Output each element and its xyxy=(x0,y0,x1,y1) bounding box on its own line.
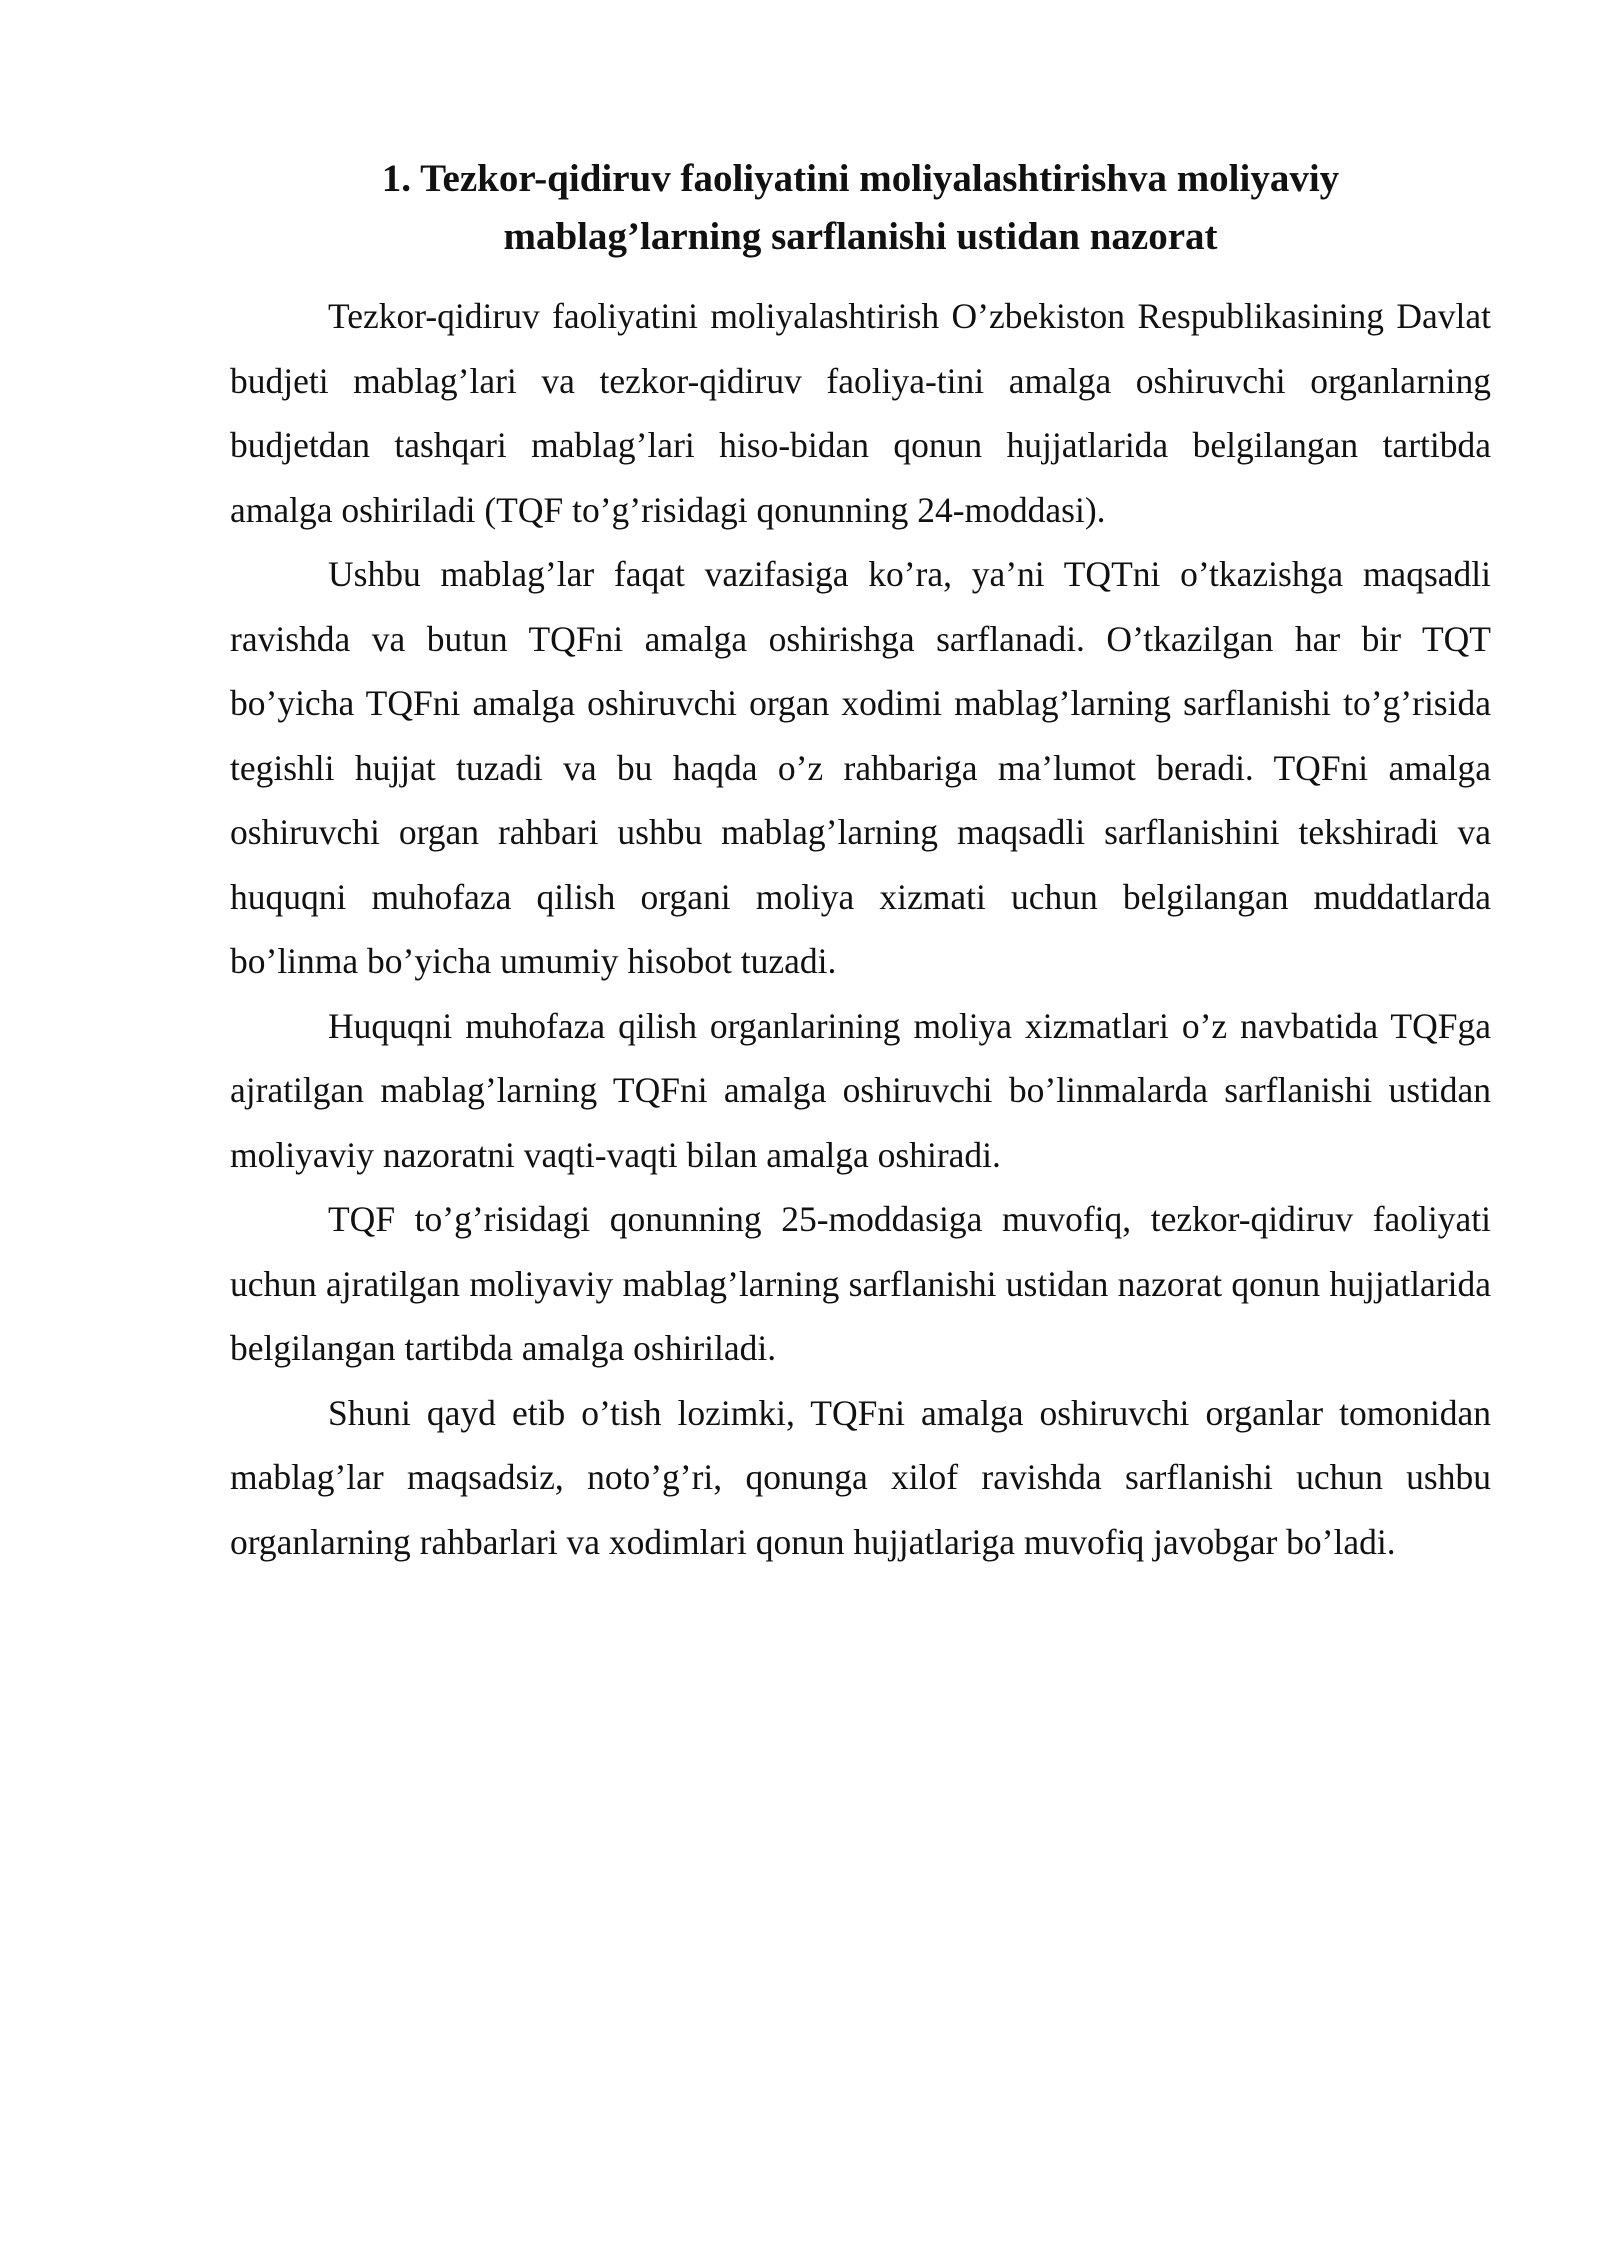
paragraph-targeted-spending: Ushbu mablag’lar faqat vazifasiga ko’ra, ya’ni TQTni o’tkazishga maqsadli ravishda va butun TQFni amalga oshirishga sarflanadi. O’tkazilgan har bir TQT bo’yicha TQFni amalga oshiruvchi organ xodimi mablag’larning sarflanishi to’g’risida tegishli hujjat tuzadi va bu haqda o’z rahbariga ma’lumot beradi. TQFni amalga oshiruvchi organ rahbari ushbu mablag’larning maqsadli sarflanishini tekshiradi va huquqni muhofaza qilish organi moliya xizmati uchun belgilangan muddatlarda bo’linma bo’yicha umumiy hisobot tuzadi. xyxy=(230,554,1491,981)
document-body xyxy=(230,150,1491,1574)
paragraph-financing-sources: Tezkor-qidiruv faoliyatini moliyalashtirish O’zbekiston Respublikasining Davlat budjeti mablag’lari va tezkor-qidiruv faoliya-tini amalga oshiruvchi organlarning budjetdan tashqari mablag’lari hiso-bidan qonun hujjatlarida belgilangan tartibda amalga oshiriladi (TQF to’g’risidagi qonunning 24-moddasi). xyxy=(230,296,1491,530)
section-title-line-1: 1. Tezkor-qidiruv faoliyatini moliyalashtirishva moliyaviy xyxy=(381,157,1340,200)
paragraph-liability: Shuni qayd etib o’tish lozimki, TQFni amalga oshiruvchi organlar tomonidan mablag’lar maqsadsiz, noto’g’ri, qonunga xilof ravishda sarflanishi uchun ushbu organlarning rahbarlari va xodimlari qonun hujjatlariga muvofiq javobgar bo’ladi. xyxy=(230,1392,1491,1562)
paragraph-financial-control: Huquqni muhofaza qilish organlarining moliya xizmatlari o’z navbatida TQFga ajratilgan mablag’larning TQFni amalga oshiruvchi bo’linmalarda sarflanishi ustidan moliyaviy nazoratni vaqti-vaqti bilan amalga oshiradi. xyxy=(230,1005,1491,1175)
paragraph-article-25: TQF to’g’risidagi qonunning 25-moddasiga muvofiq, tezkor-qidiruv faoliyati uchun ajratilgan moliyaviy mablag’larning sarflanishi ustidan nazorat qonun hujjatlarida belgilangan tartibda amalga oshiriladi. xyxy=(230,1199,1491,1368)
section-title-line-2: mablag’larning sarflanishi ustidan nazorat xyxy=(503,215,1218,258)
section-title xyxy=(230,150,1491,266)
